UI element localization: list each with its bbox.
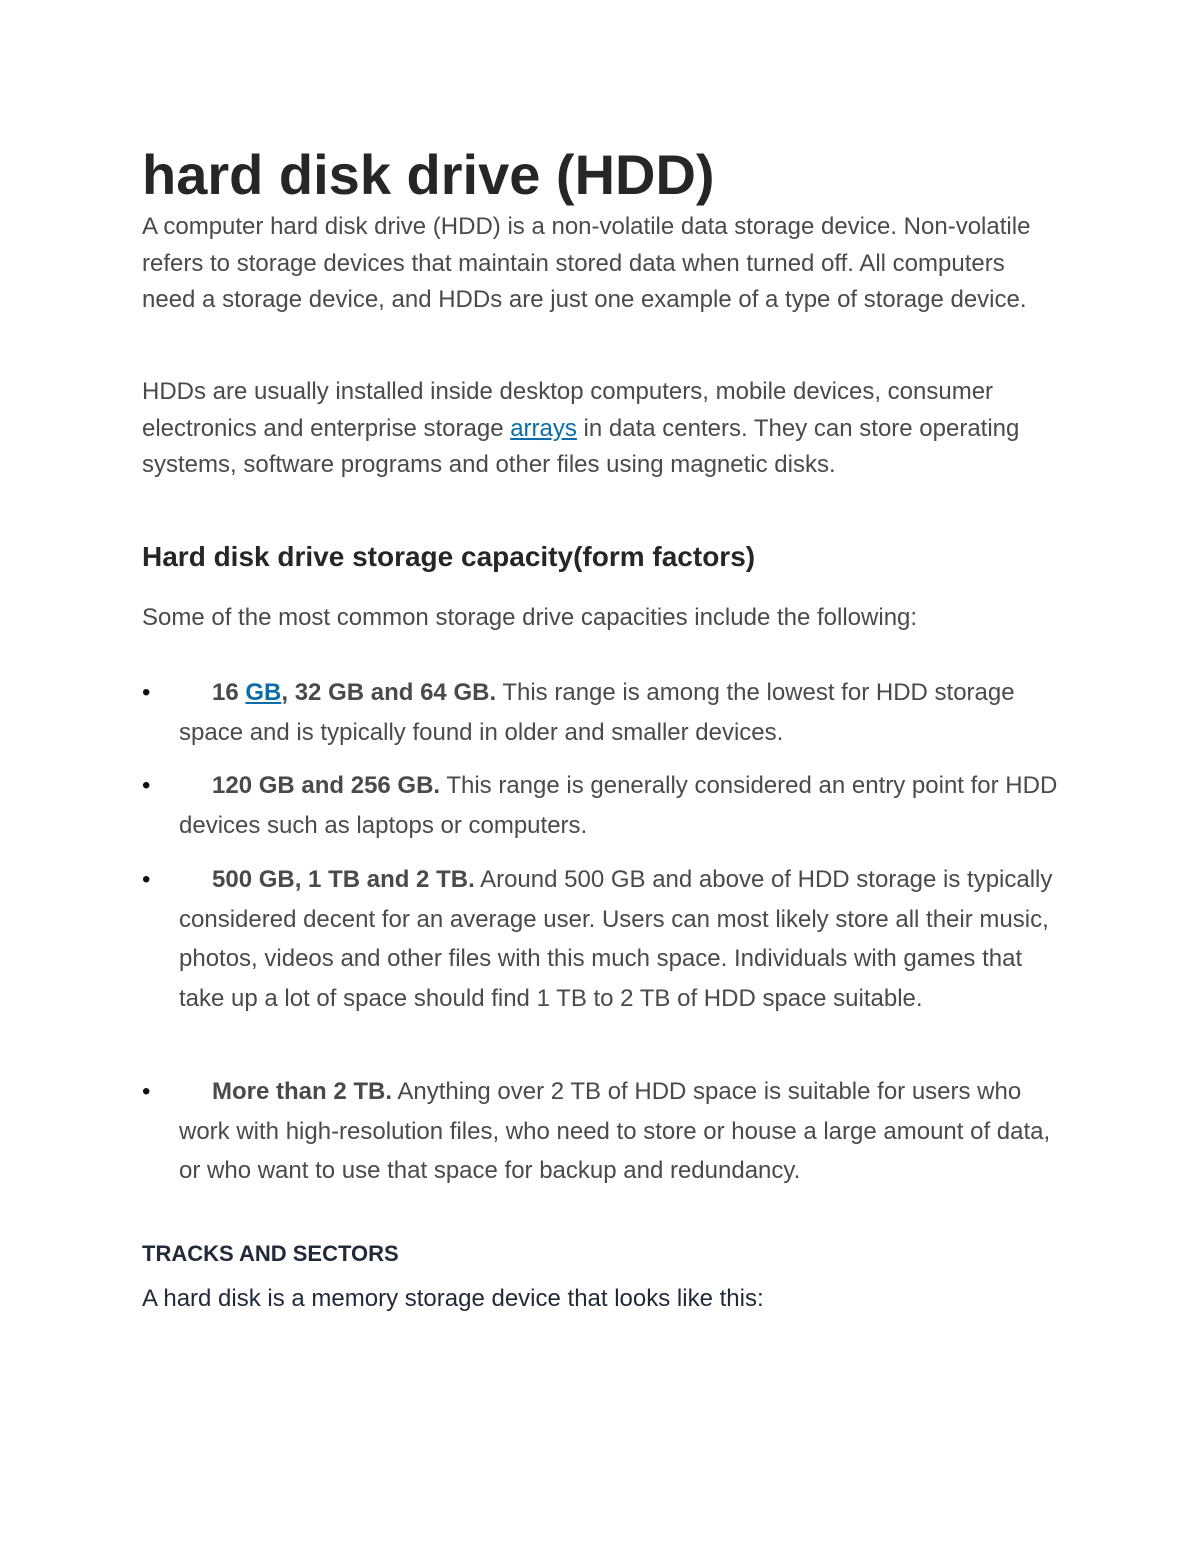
usage-text-after-link: in data centers. They can store operating systems, software programs and other files using magnetic disks. (142, 414, 1020, 478)
bullet-icon: • (142, 866, 151, 893)
list-item-text (179, 860, 1072, 1018)
list-item-bold-suffix: , 32 GB and 64 GB. (281, 679, 497, 706)
usage-paragraph (142, 374, 1062, 484)
list-item (142, 766, 1072, 845)
arrays-link[interactable]: arrays (510, 414, 577, 442)
bullet-icon: • (142, 679, 151, 706)
usage-text-before-link: HDDs are usually installed inside desktop computers, mobile devices, consumer electronics and enterprise storage (142, 378, 994, 442)
capacity-intro: Some of the most common storage drive capacities include the following: (142, 604, 918, 631)
bullet-icon: • (142, 772, 151, 799)
list-item-bold-prefix: 16 (212, 679, 246, 706)
list-item-description: Anything over 2 TB of HDD space is suitable for users who work with high-resolution files, who need to store or house a large amount of data, or who want to use that space for backup and redundancy. (179, 1078, 1051, 1184)
list-item-bold: More than 2 TB. (212, 1078, 393, 1105)
list-item-description: This range is generally considered an entry point for HDD devices such as laptops or computers. (179, 772, 1058, 839)
list-item-text (179, 766, 1072, 845)
bullet-icon: • (142, 1078, 151, 1105)
tracks-intro: A hard disk is a memory storage device that looks like this: (142, 1285, 764, 1312)
list-item (142, 1072, 1072, 1191)
list-item-bold: 500 GB, 1 TB and 2 TB. (212, 866, 475, 893)
gb-link[interactable]: GB (245, 679, 282, 706)
page-title: hard disk drive (HDD) (142, 143, 715, 206)
capacity-heading: Hard disk drive storage capacity(form factors) (142, 541, 756, 572)
tracks-heading: TRACKS AND SECTORS (142, 1241, 399, 1266)
list-item-description: This range is among the lowest for HDD storage space and is typically found in older and smaller devices. (179, 679, 1015, 746)
list-item-text (179, 1072, 1072, 1191)
list-item-bold: 120 GB and 256 GB. (212, 772, 441, 799)
list-item (142, 673, 1072, 752)
list-item (142, 860, 1072, 1018)
intro-paragraph: A computer hard disk drive (HDD) is a non-volatile data storage device. Non-volatile refers to storage devices that maintain stored data when turned off. All computers need a storage device, and HDDs are just one example of a type of storage device. (142, 213, 1031, 313)
list-item-text (179, 673, 1072, 752)
list-item-description: Around 500 GB and above of HDD storage is typically considered decent for an average user. Users can most likely store all their music, photos, videos and other files with this much space. Individuals with games that take up a lot of space should find 1 TB to 2 TB of HDD space suitable. (179, 866, 1053, 1012)
